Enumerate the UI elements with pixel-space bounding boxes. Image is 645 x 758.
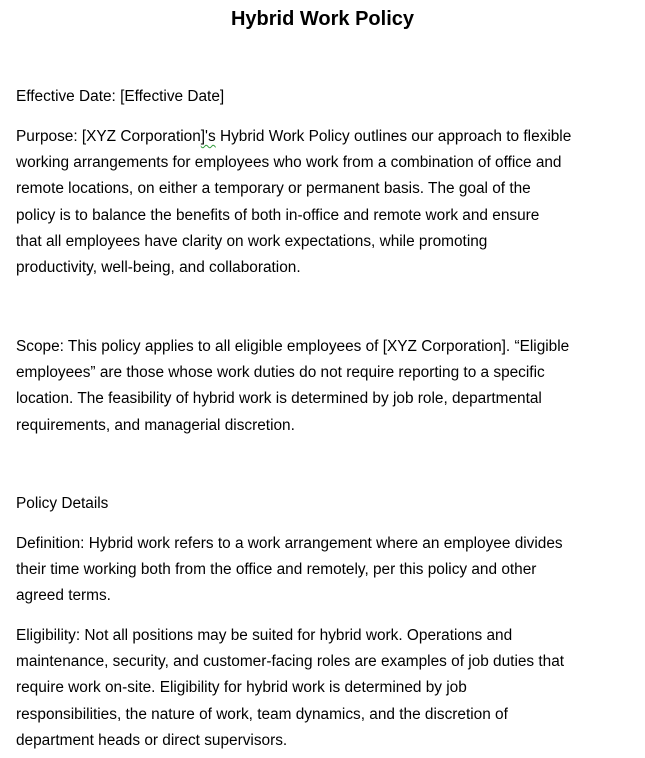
- scope-line: Scope: This policy applies to all eligible employees of [XYZ Corporation]. “Eligible: [16, 338, 570, 355]
- purpose-line: remote locations, on either a temporary or permanent basis. The goal of the: [16, 180, 531, 198]
- purpose-line: [16, 124, 638, 150]
- definition-line: Definition: Hybrid work refers to a work arrangement where an employee divides: [16, 535, 563, 552]
- eligibility-line: Eligibility: Not all positions may be suited for hybrid work. Operations and: [16, 627, 513, 644]
- eligibility-line: maintenance, security, and customer-facing roles are examples of job duties that: [16, 653, 565, 671]
- policy-details-section: [16, 491, 638, 517]
- definition-line: their time working both from the office and remotely, per this policy and other: [16, 561, 537, 579]
- definition-paragraph: [16, 531, 638, 610]
- purpose-paragraph: [16, 124, 638, 281]
- effective-date-text: Effective Date: [Effective Date]: [16, 88, 225, 105]
- scope-line: location. The feasibility of hybrid work is determined by job role, departmental: [16, 390, 542, 408]
- document-title: Hybrid Work Policy: [230, 8, 414, 30]
- purpose-line: productivity, well-being, and collaboration.: [16, 258, 301, 276]
- grammar-flagged-text: ]'s: [200, 128, 216, 145]
- purpose-line-start: Purpose: [XYZ Corporation: [16, 128, 201, 145]
- purpose-line: that all employees have clarity on work expectations, while promoting: [16, 232, 488, 250]
- purpose-line: working arrangements for employees who work from a combination of office and: [16, 154, 562, 172]
- eligibility-line: responsibilities, the nature of work, team dynamics, and the discretion of: [16, 705, 508, 723]
- policy-details-heading: Policy Details: [16, 495, 109, 512]
- definition-line: agreed terms.: [16, 587, 111, 605]
- scope-line: requirements, and managerial discretion.: [16, 416, 295, 434]
- eligibility-line: require work on-site. Eligibility for hybrid work is determined by job: [16, 679, 467, 697]
- purpose-line: policy is to balance the benefits of both in-office and remote work and ensure: [16, 206, 540, 224]
- scope-line: employees” are those whose work duties do not require reporting to a specific: [16, 364, 545, 382]
- eligibility-paragraph: [16, 623, 638, 754]
- scope-paragraph: [16, 334, 638, 439]
- purpose-line-end: Hybrid Work Policy outlines our approach to flexible: [215, 128, 572, 145]
- effective-date-paragraph: [16, 84, 638, 110]
- eligibility-line: department heads or direct supervisors.: [16, 731, 288, 749]
